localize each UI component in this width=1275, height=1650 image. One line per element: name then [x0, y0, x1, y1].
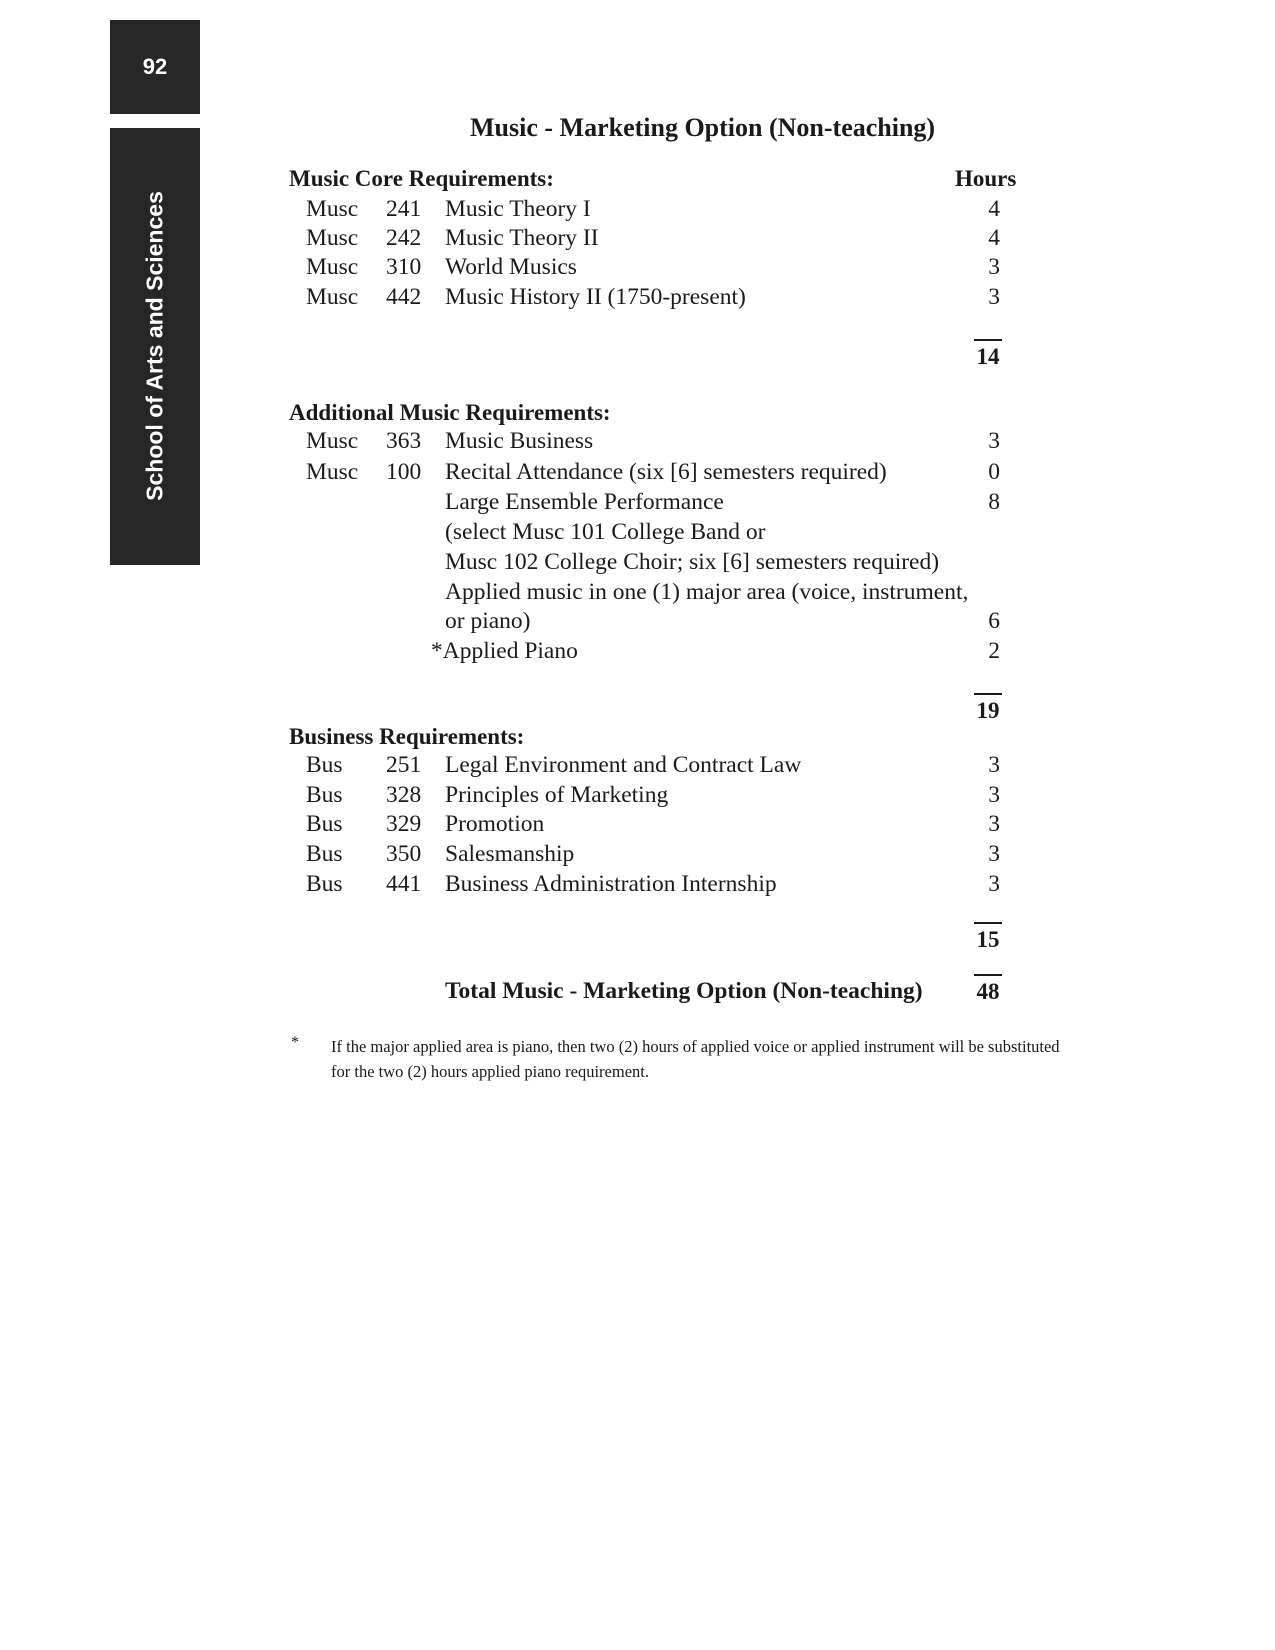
school-name: School of Arts and Sciences [141, 191, 168, 501]
course-title: Promotion [445, 811, 545, 837]
course-title: Music History II (1750-present) [445, 284, 746, 310]
course-row [0, 608, 1275, 638]
course-row [0, 811, 1275, 841]
course-title: Legal Environment and Contract Law [445, 752, 802, 778]
course-dept: Bus [306, 841, 343, 867]
hours-header: Hours [955, 166, 1017, 191]
course-row [0, 549, 1275, 579]
course-row [0, 225, 1275, 255]
course-title: Principles of Marketing [445, 782, 669, 808]
course-number: 441 [386, 871, 422, 897]
course-title: Music Business [445, 428, 594, 454]
course-dept: Musc [306, 196, 359, 222]
course-title: Music Theory I [445, 196, 591, 222]
course-hours: 3 [988, 284, 1000, 310]
core-heading: Music Core Requirements: [289, 166, 554, 191]
course-title: Applied music in one (1) major area (voice, instrument, [445, 579, 969, 605]
footnote-mark: * [291, 1034, 299, 1051]
course-dept: Bus [306, 871, 343, 897]
course-dept: Bus [306, 752, 343, 778]
additional-heading: Additional Music Requirements: [289, 400, 611, 425]
course-hours: 2 [988, 638, 1000, 664]
course-hours: 3 [988, 254, 1000, 280]
course-number: 350 [386, 841, 422, 867]
additional-subtotal: 19 [974, 693, 1002, 724]
business-subtotal: 15 [974, 922, 1002, 953]
course-number: 442 [386, 284, 422, 310]
course-row [0, 519, 1275, 549]
course-title: Salesmanship [445, 841, 575, 867]
course-row [0, 782, 1275, 812]
course-hours: 3 [988, 811, 1000, 837]
course-row [0, 579, 1275, 609]
course-title: Musc 102 College Choir; six [6] semesters required) [445, 549, 940, 575]
course-hours: 3 [988, 428, 1000, 454]
course-hours: 3 [988, 782, 1000, 808]
course-hours: 0 [988, 459, 1000, 485]
page-title: Music - Marketing Option (Non-teaching) [470, 113, 936, 142]
course-row [0, 196, 1275, 226]
course-number: 242 [386, 225, 422, 251]
course-row [0, 459, 1275, 489]
course-title: or piano) [445, 608, 531, 634]
course-number: 310 [386, 254, 422, 280]
course-number: 363 [386, 428, 422, 454]
course-dept: Bus [306, 811, 343, 837]
course-title: Music Theory II [445, 225, 599, 251]
course-dept: Musc [306, 225, 359, 251]
course-row [0, 638, 1275, 668]
course-number: 329 [386, 811, 422, 837]
course-row [0, 284, 1275, 314]
course-hours: 8 [988, 489, 1000, 515]
course-title: (select Musc 101 College Band or [445, 519, 766, 545]
course-row [0, 871, 1275, 901]
course-dept: Musc [306, 428, 359, 454]
course-number: 100 [386, 459, 422, 485]
course-title: Large Ensemble Performance [445, 489, 724, 515]
course-dept: Musc [306, 284, 359, 310]
course-row [0, 254, 1275, 284]
course-row [0, 489, 1275, 519]
business-heading: Business Requirements: [289, 724, 525, 749]
course-number: 328 [386, 782, 422, 808]
course-hours: 4 [988, 225, 1000, 251]
course-hours: 4 [988, 196, 1000, 222]
course-number: 251 [386, 752, 422, 778]
course-title: World Musics [445, 254, 577, 280]
course-row [0, 752, 1275, 782]
course-title: *Applied Piano [431, 638, 578, 664]
course-title: Recital Attendance (six [6] semesters required) [445, 459, 887, 485]
course-row [0, 428, 1275, 458]
page-number-tab [110, 20, 200, 114]
course-hours: 3 [988, 871, 1000, 897]
course-dept: Musc [306, 459, 359, 485]
course-hours: 3 [988, 752, 1000, 778]
course-dept: Musc [306, 254, 359, 280]
course-row [0, 841, 1275, 871]
total-label: Total Music - Marketing Option (Non-teaching) [445, 978, 923, 1004]
course-hours: 6 [988, 608, 1000, 634]
course-dept: Bus [306, 782, 343, 808]
course-title: Business Administration Internship [445, 871, 777, 897]
course-number: 241 [386, 196, 422, 222]
total-hours: 48 [974, 974, 1002, 1005]
core-subtotal: 14 [974, 339, 1002, 370]
footnote-text: If the major applied area is piano, then two (2) hours of applied voice or applied instrument will be substituted for the two (2) hours applied piano requirement. [331, 1037, 1060, 1081]
course-hours: 3 [988, 841, 1000, 867]
page-number: 92 [142, 54, 168, 79]
